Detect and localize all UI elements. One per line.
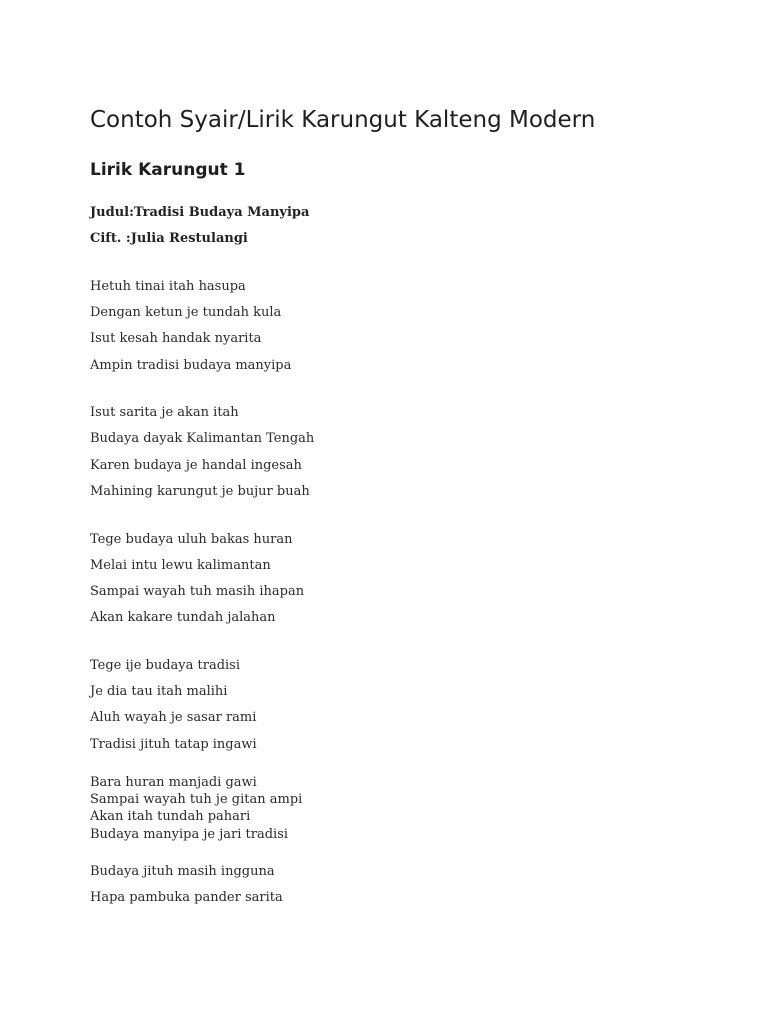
lyric-line: Ampin tradisi budaya manyipa: [90, 358, 292, 373]
song-author: Cift. :Julia Restulangi: [90, 231, 248, 246]
lyric-line: Sampai wayah tuh masih ihapan: [90, 584, 305, 599]
lyric-line: Je dia tau itah malihi: [90, 684, 228, 699]
lyric-line: Aluh wayah je sasar rami: [90, 710, 257, 725]
lyric-line: Sampai wayah tuh je gitan ampi: [90, 792, 303, 807]
lyric-line: Melai intu lewu kalimantan: [90, 558, 271, 573]
lyric-line: Tege budaya uluh bakas huran: [90, 532, 293, 547]
lyric-line: Bara huran manjadi gawi: [90, 775, 257, 790]
section-heading: Lirik Karungut 1: [90, 160, 246, 180]
lyric-line: Isut kesah handak nyarita: [90, 331, 262, 346]
lyric-line: Budaya jituh masih ingguna: [90, 864, 275, 879]
lyric-line: Hapa pambuka pander sarita: [90, 890, 283, 905]
lyric-line: Tege ije budaya tradisi: [90, 658, 241, 673]
lyric-line: Akan kakare tundah jalahan: [90, 610, 276, 625]
lyric-line: Hetuh tinai itah hasupa: [90, 279, 246, 294]
lyric-line: Karen budaya je handal ingesah: [90, 458, 302, 473]
page-title: Contoh Syair/Lirik Karungut Kalteng Modern: [90, 107, 596, 133]
lyric-line: Dengan ketun je tundah kula: [90, 305, 282, 320]
song-title: Judul:Tradisi Budaya Manyipa: [90, 205, 310, 220]
lyric-line: Tradisi jituh tatap ingawi: [90, 737, 257, 752]
lyric-line: Mahining karungut je bujur buah: [90, 484, 310, 499]
lyric-line: Budaya dayak Kalimantan Tengah: [90, 431, 315, 446]
lyric-line: Isut sarita je akan itah: [90, 405, 239, 420]
lyric-line: Akan itah tundah pahari: [90, 809, 251, 824]
lyric-line: Budaya manyipa je jari tradisi: [90, 827, 289, 842]
